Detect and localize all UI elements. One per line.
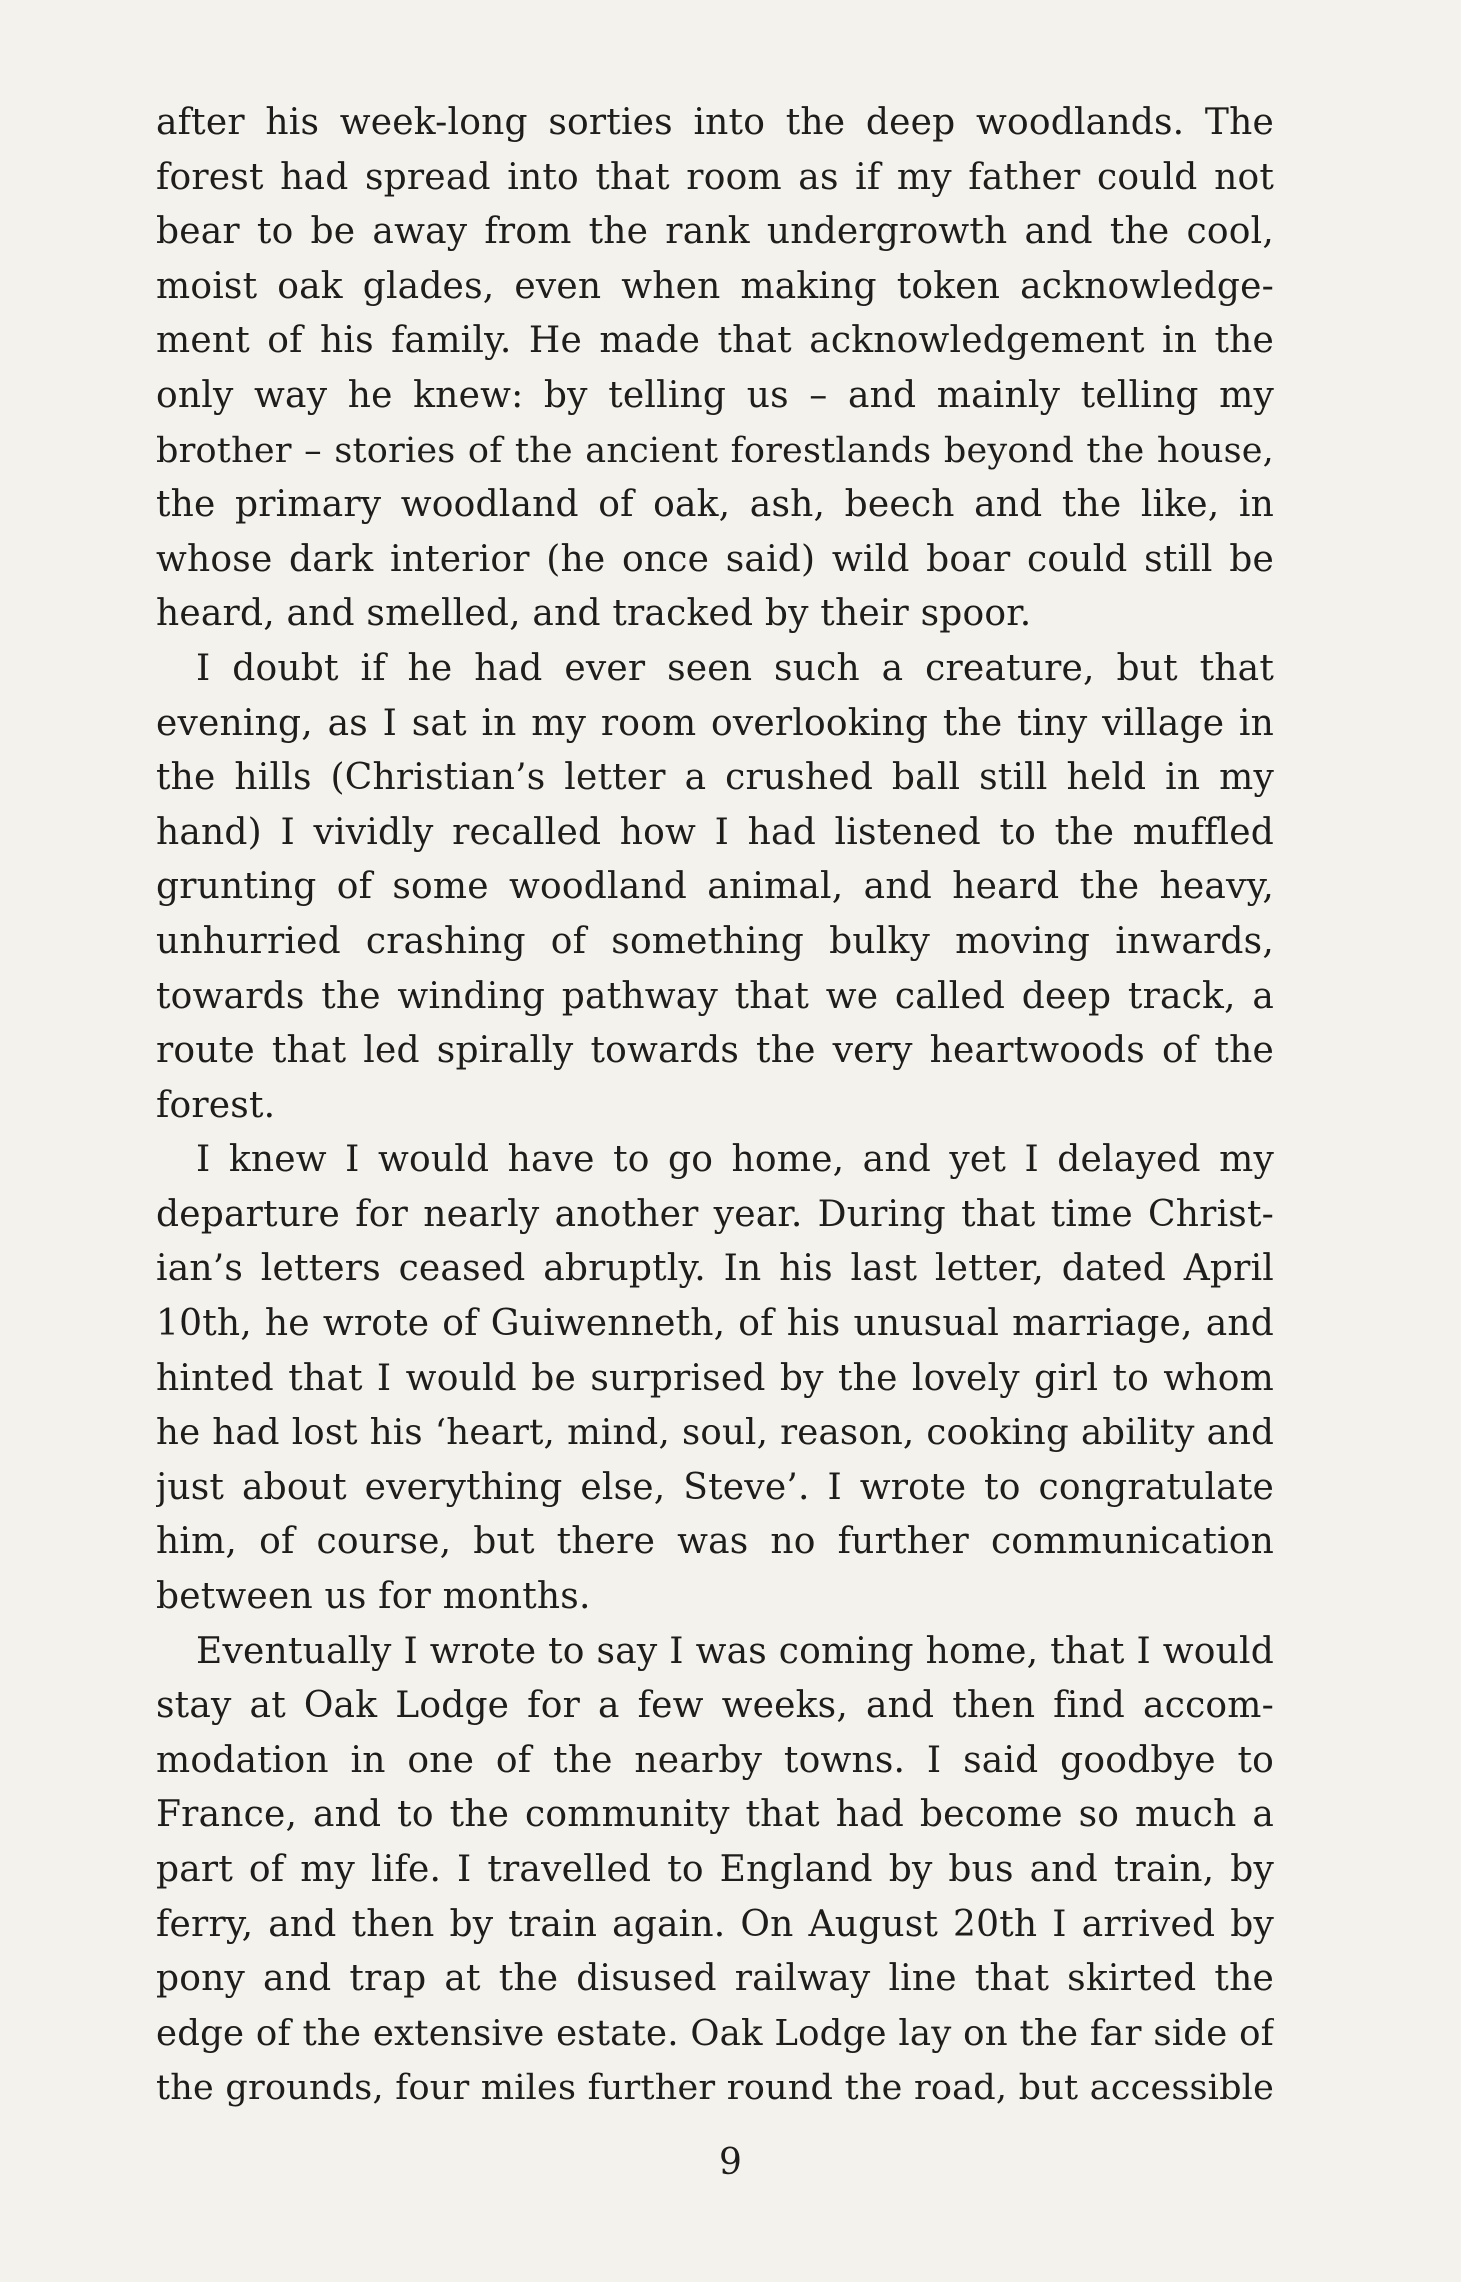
text-line: brother – stories of the ancient forestlands beyond the house, [156,430,1274,471]
text-line: whose dark interior (he once said) wild boar could still be [156,538,1274,580]
text-line: pony and trap at the disused railway line that skirted the [156,1958,1274,2000]
text-line: grunting of some woodland animal, and heard the heavy, [156,866,1274,908]
text-line: I knew I would have to go home, and yet I delayed my [196,1139,1274,1181]
text-line: Eventually I wrote to say I was coming home, that I would [196,1630,1274,1672]
text-line: I doubt if he had ever seen such a creature, but that [196,647,1274,689]
text-line: departure for nearly another year. During that time Christ- [156,1193,1274,1235]
text-line: ian’s letters ceased abruptly. In his last letter, dated April [156,1248,1274,1290]
text-line: moist oak glades, even when making token acknowledge- [156,265,1274,307]
text-line: he had lost his ‘heart, mind, soul, reason, cooking ability and [156,1412,1274,1454]
text-line: forest. [156,1084,276,1126]
text-line: the primary woodland of oak, ash, beech and the like, in [156,484,1274,526]
text-line: route that led spirally towards the very heartwoods of the [156,1030,1274,1072]
text-line: evening, as I sat in my room overlooking the tiny village in [156,702,1274,744]
text-line: after his week-long sorties into the deep woodlands. The [156,102,1274,143]
text-line: ment of his family. He made that acknowledgement in the [156,320,1274,362]
page-number: 9 [719,2142,742,2183]
text-line: the hills (Christian’s letter a crushed ball still held in my [156,757,1274,799]
text-line: bear to be away from the rank undergrowth and the cool, [156,211,1274,253]
paragraph [156,1625,1274,2116]
text-line: edge of the extensive estate. Oak Lodge lay on the far side of [156,2012,1274,2054]
text-line: heard, and smelled, and tracked by their spoor. [156,593,1032,635]
text-line: unhurried crashing of something bulky moving inwards, [156,920,1274,962]
text-line: hand) I vividly recalled how I had listened to the muffled [156,811,1274,853]
text-line: forest had spread into that room as if my father could not [156,156,1274,198]
text-line: stay at Oak Lodge for a few weeks, and then find accom- [156,1685,1274,1727]
text-line: between us for months. [156,1576,591,1618]
text-line: only way he knew: by telling us – and mainly telling my [156,374,1274,416]
text-line: part of my life. I travelled to England by bus and train, by [156,1849,1274,1890]
text-line: France, and to the community that had become so much a [156,1794,1274,1836]
paragraph [156,96,1274,642]
paragraph [156,642,1274,1133]
text-line: modation in one of the nearby towns. I said goodbye to [156,1739,1274,1781]
text-line: hinted that I would be surprised by the lovely girl to whom [156,1357,1274,1399]
text-line: the grounds, four miles further round the road, but accessible [156,2068,1274,2109]
paragraph [156,1133,1274,1624]
text-line: towards the winding pathway that we called deep track, a [156,975,1274,1017]
body-text [156,96,1274,2116]
text-line: just about everything else, Steve’. I wrote to congratulate [156,1466,1274,1508]
text-line: ferry, and then by train again. On August 20th I arrived by [156,1903,1274,1945]
text-line: him, of course, but there was no further communication [156,1521,1274,1563]
text-line: 10th, he wrote of Guiwenneth, of his unusual marriage, and [156,1303,1274,1345]
